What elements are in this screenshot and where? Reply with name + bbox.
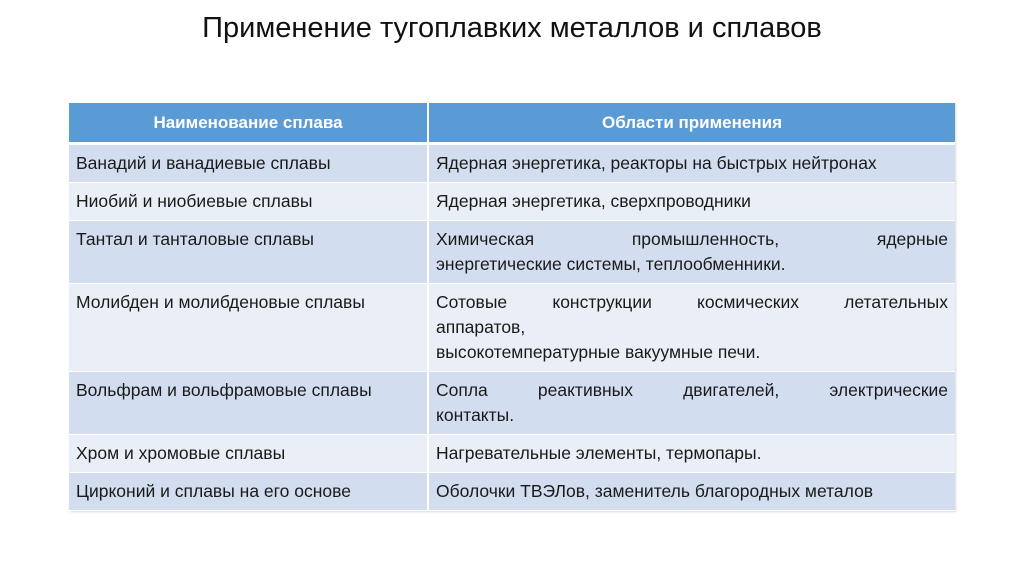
application-line: Нагревательные элементы, термопары.: [436, 443, 762, 463]
alloy-cell: Цирконий и сплавы на его основе: [69, 473, 428, 511]
table-row: [69, 473, 955, 511]
alloy-cell: Вольфрам и вольфрамовые сплавы: [69, 372, 428, 435]
application-cell: [428, 284, 955, 372]
application-line: аппаратов,: [436, 317, 526, 337]
application-cell: [428, 221, 955, 284]
table-row: [69, 284, 955, 372]
table-row: [69, 221, 955, 284]
application-cell: [428, 144, 955, 183]
application-line: Ядерная энергетика, сверхпроводники: [436, 191, 751, 211]
application-line: Химическая промышленность, ядерные: [436, 229, 948, 249]
application-line: Сопла реактивных двигателей, электрические: [436, 380, 948, 400]
application-line: Сотовые конструкции космических летательных: [436, 292, 948, 312]
alloy-cell: Ниобий и ниобиевые сплавы: [69, 183, 428, 221]
alloy-cell: Молибден и молибденовые сплавы: [69, 284, 428, 372]
header-alloy-name: Наименование сплава: [69, 103, 428, 144]
application-line: энергетические системы, теплообменники.: [436, 254, 786, 274]
application-line: контакты.: [436, 405, 515, 425]
table-row: [69, 183, 955, 221]
application-cell: [428, 183, 955, 221]
application-cell: [428, 435, 955, 473]
table-row: [69, 144, 955, 183]
table-row: [69, 372, 955, 435]
header-applications: Области применения: [428, 103, 955, 144]
alloy-cell: Тантал и танталовые сплавы: [69, 221, 428, 284]
application-line: Ядерная энергетика, реакторы на быстрых нейтронах: [436, 153, 877, 173]
application-line: Оболочки ТВЭЛов, заменитель благородных металов: [436, 481, 874, 501]
alloy-cell: Хром и хромовые сплавы: [69, 435, 428, 473]
application-cell: [428, 372, 955, 435]
application-cell: [428, 473, 955, 511]
table-header-row: [69, 103, 955, 144]
table-row: [69, 435, 955, 473]
application-line: высокотемпературные вакуумные печи.: [436, 342, 761, 362]
alloy-cell: Ванадий и ванадиевые сплавы: [69, 144, 428, 183]
slide-title: Применение тугоплавких металлов и сплавов: [202, 12, 822, 44]
alloys-table: [69, 103, 955, 511]
